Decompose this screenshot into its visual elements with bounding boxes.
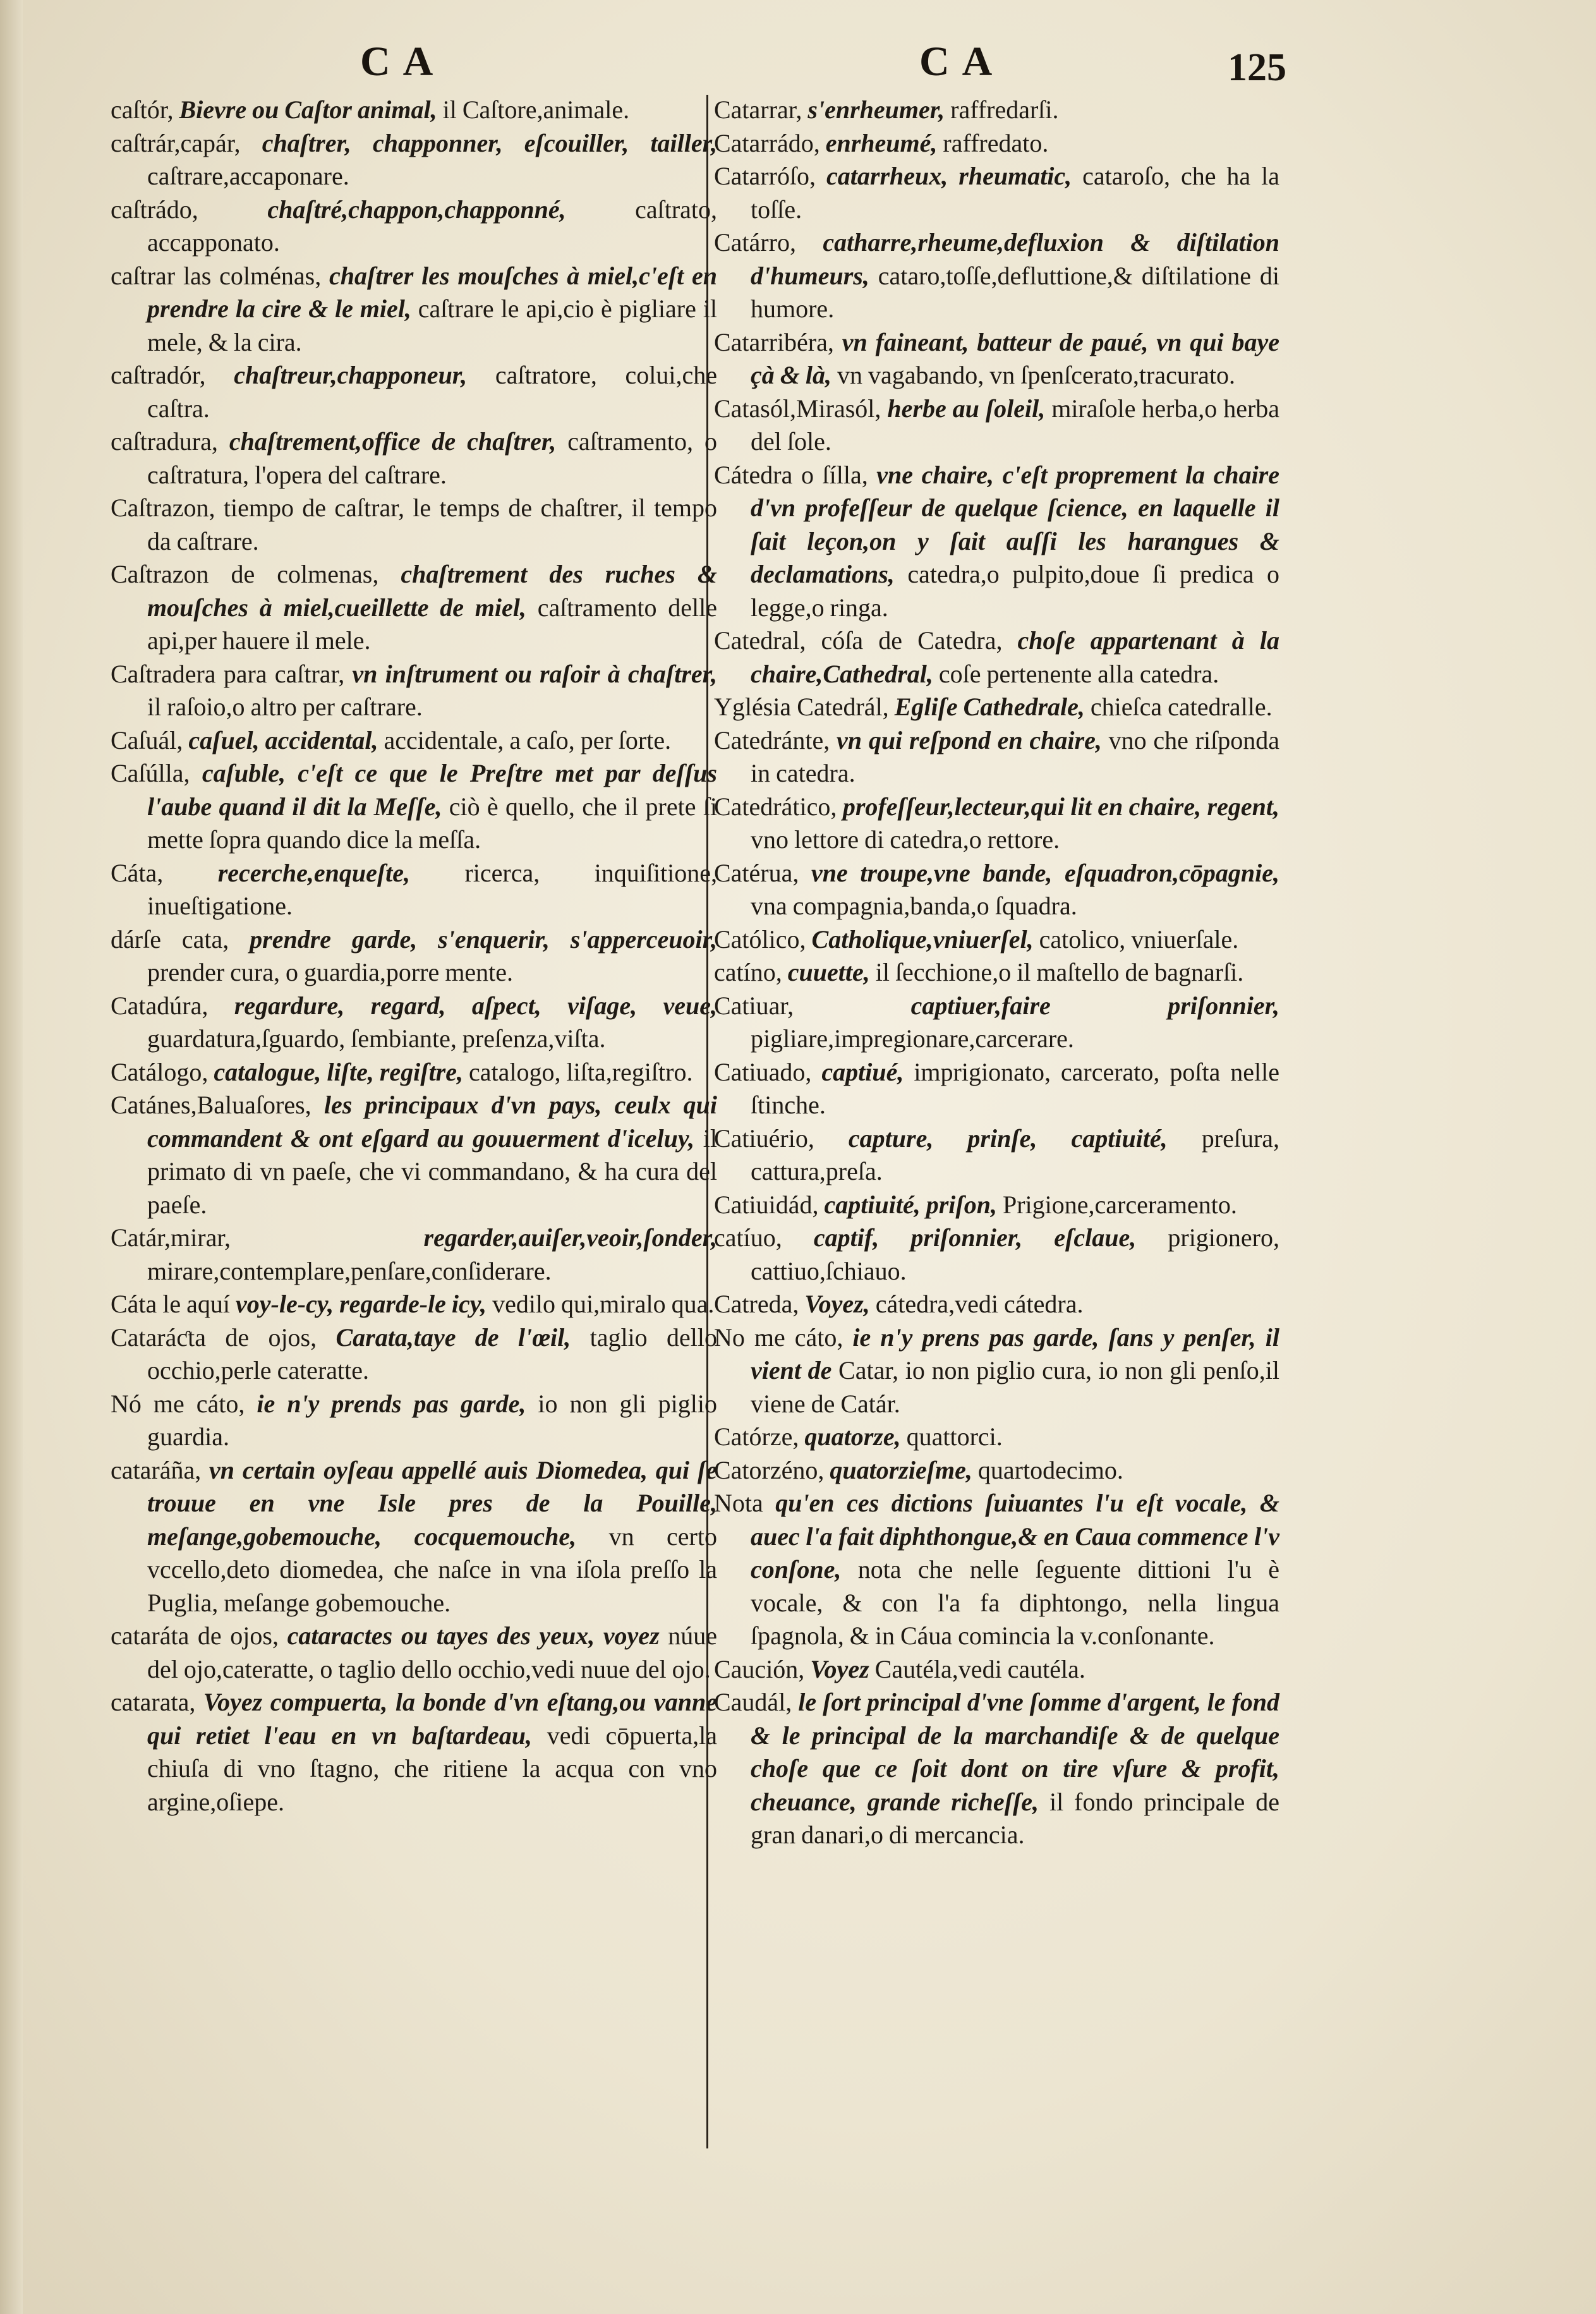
dictionary-entry — [714, 1122, 1279, 1189]
entry-italian-gloss: vedilo qui,miralo qua. — [492, 1290, 715, 1318]
entry-french-gloss: voy-le-cy, regarde-le icy, — [236, 1290, 487, 1318]
dictionary-entry — [714, 990, 1279, 1056]
entry-italian-gloss: Cautéla,vedi cautéla. — [874, 1654, 1085, 1683]
entry-italian-gloss: nota che nelle ſeguente dittioni l'u è vocale, & con l'a fa diphtongo, nella lingua ſpagnola, & in Cáua comincia la v.conſonante. — [751, 1555, 1280, 1650]
dictionary-entry — [714, 923, 1279, 957]
entry-headword: Caſuál, — [111, 725, 183, 754]
entry-french-gloss: chaſtrer les mouſches à miel,c'eſt en prendre la cire & le miel, — [147, 261, 717, 323]
entry-headword: caſtrár,capár, — [111, 128, 241, 157]
entry-french-gloss: vne chaire, c'eſt proprement la chaire d'vn profeſſeur de quelque ſcience, en laquelle il ſait leçon,on y ſait auſſi les harangues & declamations, — [751, 460, 1279, 588]
entry-french-gloss: s'enrheumer, — [807, 95, 945, 124]
entry-headword: Catarróſo, — [714, 162, 816, 190]
entry-french-gloss: ie n'y prends pas garde, — [257, 1389, 526, 1418]
entry-headword: Catánes,Baluaſores, — [111, 1091, 311, 1119]
entry-headword: Catálogo, — [111, 1057, 209, 1086]
entry-italian-gloss: cataro,toſſe,defluttione,& diſtilatione di humore. — [751, 261, 1279, 323]
entry-french-gloss: Catholique,vniuerſel, — [811, 924, 1034, 954]
entry-italian-gloss: prender cura, o guardia,porre mente. — [147, 958, 514, 986]
entry-french-gloss: Carata,taye de l'œil, — [336, 1323, 571, 1352]
dictionary-entry — [714, 392, 1279, 459]
entry-headword: Catárro, — [714, 228, 796, 257]
entry-headword: No me cáto, — [714, 1323, 843, 1352]
entry-italian-gloss: quartodecimo. — [977, 1455, 1123, 1484]
entry-headword: catíuo, — [714, 1223, 782, 1252]
entry-italian-gloss: accidentale, a caſo, per ſorte. — [384, 725, 672, 754]
entry-headword: Cáta le aquí — [111, 1290, 231, 1318]
dictionary-entry — [714, 1421, 1279, 1454]
dictionary-entry — [111, 193, 717, 260]
dictionary-entry — [714, 956, 1279, 990]
entry-italian-gloss: il raſoio,o altro per caſtrare. — [147, 693, 423, 721]
entry-french-gloss: vn qui reſpond en chaire, — [837, 725, 1102, 754]
entry-italian-gloss: il ſecchione,o il maſtello de bagnarſi. — [875, 958, 1244, 986]
entry-french-gloss: chaſtreur,chapponeur, — [234, 361, 468, 389]
dictionary-entry — [111, 1056, 717, 1089]
entry-headword: Catiuar, — [714, 991, 794, 1020]
entry-italian-gloss: pigliare,impregionare,carcerare. — [751, 1024, 1074, 1053]
entry-italian-gloss: prigionero, cattiuo,ſchiauo. — [751, 1223, 1279, 1285]
entry-headword: Catedránte, — [714, 725, 830, 754]
entry-headword: Nota — [714, 1489, 763, 1517]
entry-italian-gloss: tiempo de caſtrar, le temps de chaſtrer, il tempo da caſtrare. — [147, 494, 717, 555]
entry-italian-gloss: chieſca catedralle. — [1090, 693, 1273, 721]
running-head-left: CA — [360, 39, 446, 85]
dictionary-entry — [111, 1288, 717, 1321]
entry-italian-gloss: imprigionato, carcerato, poſta nelle ſtinche. — [751, 1057, 1280, 1119]
entry-headword: Caſúlla, — [111, 759, 190, 787]
dictionary-entry — [111, 757, 717, 857]
dictionary-entry — [111, 857, 717, 923]
dictionary-entry — [111, 260, 717, 360]
entry-italian-gloss: io non gli piglio guardia. — [147, 1389, 718, 1451]
entry-headword: Cáta, — [111, 858, 164, 887]
entry-french-gloss: Egliſe Cathedrale, — [894, 693, 1085, 721]
dictionary-entry — [714, 1653, 1279, 1687]
entry-italian-gloss: ciò è quello, che il prete ſi mette ſopra quando dice la meſſa. — [147, 792, 717, 854]
entry-headword: Catasól,Mirasól, — [714, 394, 881, 423]
dictionary-entry — [714, 326, 1279, 392]
entry-headword: Cátedra o ſílla, — [714, 460, 868, 489]
right-column — [714, 94, 1279, 1852]
dictionary-entry — [714, 691, 1279, 724]
dictionary-entry — [714, 624, 1279, 691]
entry-french-gloss: chaſtré,chappon,chapponné, — [267, 195, 566, 224]
entry-french-gloss: regardure, regard, aſpect, viſage, veue, — [234, 991, 718, 1020]
entry-french-gloss: caſuble, c'eſt ce que le Preſtre met par deſſus l'aube quand il dit la Meſſe, — [147, 759, 717, 821]
entry-headword: Cataráƈta de ojos, — [111, 1323, 317, 1352]
dictionary-entry — [714, 857, 1279, 923]
entry-headword: caſtór, — [111, 95, 174, 124]
entry-headword: Católico, — [714, 924, 806, 954]
entry-headword: dárſe cata, — [111, 924, 229, 954]
entry-french-gloss: recerche,enqueſte, — [217, 858, 411, 887]
page-binding-edge — [0, 0, 23, 2314]
entry-headword: Catiuidád, — [714, 1190, 819, 1219]
entry-headword: caſtradór, — [111, 361, 206, 389]
dictionary-entry — [714, 724, 1279, 791]
entry-headword: catíno, — [714, 958, 782, 986]
entry-italian-gloss: catedra,o pulpito,doue ſi predica o legge,o ringa. — [751, 560, 1280, 622]
dictionary-entry — [714, 1686, 1279, 1852]
entry-italian-gloss: caſtrato, accapponato. — [147, 195, 718, 257]
dictionary-entry — [111, 492, 717, 558]
entry-headword: catarata, — [111, 1688, 196, 1716]
dictionary-entry — [714, 1189, 1279, 1222]
entry-headword: Nó me cáto, — [111, 1389, 245, 1418]
entry-italian-gloss: caſtramento, o caſtratura, l'opera del caſtrare. — [147, 427, 717, 489]
entry-french-gloss: profeſſeur,lecteur,qui lit en chaire, regent, — [842, 792, 1279, 821]
entry-italian-gloss: miraſole herba,o herba del ſole. — [751, 394, 1280, 456]
entry-french-gloss: le ſort principal d'vne ſomme d'argent, le fond & le principal de la marchandiſe & de quelque choſe que ce ſoit dont on tire vſure & profit, cheuance, grande richeſſe, — [751, 1688, 1280, 1816]
entry-italian-gloss: vn vagabando, vn ſpenſcerato,tracurato. — [837, 361, 1236, 389]
dictionary-entry — [714, 1321, 1279, 1421]
entry-headword: Catorzéno, — [714, 1455, 825, 1484]
entry-headword: cataráta de ojos, — [111, 1621, 279, 1650]
entry-french-gloss: quatorzieſme, — [830, 1455, 972, 1484]
entry-headword: Caución, — [714, 1654, 805, 1683]
entry-headword: Catreda, — [714, 1290, 799, 1318]
entry-french-gloss: prendre garde, s'enquerir, s'apperceuoir, — [250, 924, 718, 954]
entry-french-gloss: vn faineant, batteur de paué, vn qui baye çà & là, — [751, 327, 1280, 389]
entry-italian-gloss: catolico, vniuerſale. — [1039, 924, 1239, 954]
entry-french-gloss: vn certain oyſeau appellé auis Diomedea, qui ſe trouue en vne Isle pres de la Pouille, meſange,gobemouche, cocquemouche, — [147, 1455, 717, 1551]
entry-french-gloss: cataractes ou tayes des yeux, voyez — [287, 1621, 660, 1650]
entry-italian-gloss: mirare,contemplare,penſare,conſiderare. — [147, 1256, 552, 1285]
entry-headword: Catarrádo, — [714, 128, 820, 157]
entry-french-gloss: catarrheux, rheumatic, — [826, 162, 1072, 190]
entry-french-gloss: vn inſtrument ou raſoir à chaſtrer, — [352, 659, 717, 688]
entry-italian-gloss: caſtramento delle api,per hauere il mele. — [147, 593, 717, 655]
entry-italian-gloss: coſe pertenente alla catedra. — [938, 659, 1219, 688]
entry-italian-gloss: caſtrare le api,cio è pigliare il mele, & la cira. — [147, 294, 718, 356]
dictionary-entry — [111, 1454, 717, 1620]
page-header — [0, 32, 1596, 101]
entry-french-gloss: qu'en ces dictions ſuiuantes l'u eſt vocale, & auec l'a fait diphthongue,& en Caua commence l'v conſone, — [751, 1489, 1280, 1584]
entry-italian-gloss: núue del ojo,cateratte, o taglio dello occhio,vedi nuue del ojo. — [147, 1621, 718, 1683]
entry-french-gloss: capture, prinſe, captiuité, — [848, 1124, 1168, 1153]
entry-french-gloss: catalogue, liſte, regiſtre, — [214, 1057, 464, 1086]
dictionary-entry — [111, 658, 717, 724]
entry-french-gloss: captif, priſonnier, eſclaue, — [813, 1223, 1137, 1252]
entry-italian-gloss: il primato di vn paeſe, che vi commandano, & ha cura del paeſe. — [147, 1124, 717, 1219]
dictionary-entry — [714, 1056, 1279, 1122]
dictionary-entry — [111, 990, 717, 1056]
entry-headword: Catiuado, — [714, 1057, 812, 1086]
dictionary-entry — [714, 127, 1279, 161]
entry-italian-gloss: vno che riſponda in catedra. — [751, 725, 1279, 787]
entry-italian-gloss: caſtratore, colui,che caſtra. — [147, 361, 717, 423]
entry-headword: Yglésia Catedrál, — [714, 693, 889, 721]
entry-headword: Catarrar, — [714, 95, 802, 124]
entry-headword: caſtradura, — [111, 427, 218, 456]
entry-french-gloss: choſe appartenant à la chaire,Cathedral, — [751, 626, 1279, 688]
entry-french-gloss: Voyez — [810, 1654, 869, 1683]
entry-headword: Catedrático, — [714, 792, 837, 821]
entry-italian-gloss: caſtrare,accaponare. — [147, 162, 349, 190]
dictionary-entry — [111, 1686, 717, 1819]
entry-italian-gloss: il Caſtore,animale. — [442, 95, 630, 124]
entry-french-gloss: chaſtrement des ruches & mouſches à miel,cueillette de miel, — [147, 560, 718, 622]
entry-italian-gloss: ricerca, inquiſitione, inueſtigatione. — [147, 858, 718, 920]
entry-italian-gloss: Prigione,carceramento. — [1002, 1190, 1237, 1219]
entry-french-gloss: cuuette, — [787, 958, 870, 986]
dictionary-entry — [111, 1388, 717, 1454]
entry-italian-gloss: Catar, io non piglio cura, io non gli penſo,il viene de Catár. — [751, 1356, 1280, 1418]
entry-headword: Catiuério, — [714, 1124, 814, 1153]
entry-headword: Catadúra, — [111, 991, 209, 1020]
entry-french-gloss: les principaux d'vn pays, ceulx qui commandent & ont eſgard au gouuerment d'iceluy, — [147, 1091, 717, 1153]
entry-headword: caſtrádo, — [111, 195, 198, 224]
entry-french-gloss: captiuer,faire priſonnier, — [910, 991, 1280, 1020]
entry-french-gloss: quatorze, — [804, 1422, 901, 1451]
dictionary-entry — [111, 359, 717, 425]
entry-french-gloss: vne troupe,vne bande, eſquadron,cōpagnie, — [811, 858, 1279, 887]
dictionary-entry — [111, 1089, 717, 1221]
entry-headword: Caſtrazon de colmenas, — [111, 560, 379, 588]
entry-italian-gloss: raffredarſi. — [950, 95, 1059, 124]
dictionary-entry — [714, 1221, 1279, 1288]
entry-italian-gloss: cátedra,vedi cátedra. — [875, 1290, 1084, 1318]
dictionary-entry — [111, 94, 717, 127]
entry-headword: Caſtradera para caſtrar, — [111, 659, 345, 688]
running-head-right: CA — [919, 39, 1005, 85]
entry-italian-gloss: catalogo, liſta,regiſtro. — [469, 1057, 693, 1086]
entry-italian-gloss: vn certo vccello,deto diomedea, che naſce in vna iſola preſſo la Puglia, meſange gobemouche. — [147, 1522, 717, 1617]
entry-french-gloss: Bievre ou Caſtor animal, — [179, 95, 437, 124]
entry-italian-gloss: guardatura,ſguardo, ſembiante, preſenza,viſta. — [147, 1024, 606, 1053]
dictionary-entry — [111, 425, 717, 492]
entry-italian-gloss: taglio dello occhio,perle cateratte. — [147, 1323, 717, 1384]
entry-italian-gloss: quattorci. — [906, 1422, 1003, 1451]
entry-italian-gloss: vedi cōpuerta,la chiuſa di vno ſtagno, che ritiene la acqua con vno argine,oſiepe. — [147, 1721, 718, 1816]
dictionary-entry — [714, 459, 1279, 625]
entry-french-gloss: Voyez, — [804, 1290, 870, 1318]
entry-italian-gloss: preſura, cattura,preſa. — [751, 1124, 1280, 1185]
entry-headword: Catórze, — [714, 1422, 799, 1451]
entry-french-gloss: captiuité, priſon, — [824, 1190, 997, 1219]
dictionary-entry — [714, 1288, 1279, 1321]
dictionary-entry — [714, 1454, 1279, 1487]
entry-french-gloss: herbe au ſoleil, — [887, 394, 1046, 423]
entry-french-gloss: Voyez compuerta, la bonde d'vn eſtang,ou vanne qui retiet l'eau en vn baſtardeau, — [147, 1688, 717, 1750]
entry-italian-gloss: raffredato. — [943, 128, 1049, 157]
dictionary-entry — [714, 791, 1279, 857]
entry-italian-gloss: cataroſo, che ha la toſſe. — [751, 162, 1280, 224]
entry-italian-gloss: il fondo principale de gran danari,o di mercancia. — [751, 1787, 1279, 1849]
dictionary-entry — [111, 1221, 717, 1288]
entry-headword: Catár,mirar, — [111, 1223, 231, 1252]
entry-headword: caſtrar las colménas, — [111, 261, 322, 290]
entry-french-gloss: ie n'y prens pas garde, ſans y penſer, il vient de — [751, 1323, 1280, 1384]
entry-headword: Catedral, cóſa de Catedra, — [714, 626, 1003, 655]
entry-headword: Caudál, — [714, 1688, 792, 1716]
entry-headword: cataráña, — [111, 1455, 202, 1484]
dictionary-entry — [111, 1321, 717, 1388]
entry-headword: Catarribéra, — [714, 327, 834, 356]
entry-french-gloss: catharre,rheume,defluxion & diſtilation d'humeurs, — [751, 228, 1279, 290]
entry-french-gloss: captiué, — [821, 1057, 904, 1086]
dictionary-entry — [714, 226, 1279, 326]
dictionary-entry — [111, 923, 717, 990]
entry-italian-gloss: vno lettore di catedra,o rettore. — [751, 825, 1060, 854]
dictionary-entry — [714, 94, 1279, 127]
entry-french-gloss: enrheumé, — [825, 128, 938, 157]
dictionary-entry — [111, 558, 717, 658]
entry-french-gloss: regarder,auiſer,veoir,ſonder, — [423, 1223, 717, 1252]
page-number: 125 — [1228, 46, 1286, 89]
dictionary-entry — [714, 1487, 1279, 1653]
entry-french-gloss: caſuel, accidental, — [188, 725, 378, 754]
entry-french-gloss: chaſtrer, chapponner, eſcouiller, tailler, — [262, 128, 718, 157]
dictionary-entry — [111, 1620, 717, 1686]
dictionary-entry — [714, 160, 1279, 226]
dictionary-entry — [111, 127, 717, 193]
entry-italian-gloss: vna compagnia,banda,o ſquadra. — [751, 892, 1077, 920]
entry-french-gloss: chaſtrement,office de chaſtrer, — [229, 427, 557, 456]
left-column — [111, 94, 717, 1819]
entry-headword: Caſtrazon, — [111, 494, 215, 522]
dictionary-entry — [111, 724, 717, 758]
entry-headword: Catérua, — [714, 858, 799, 887]
